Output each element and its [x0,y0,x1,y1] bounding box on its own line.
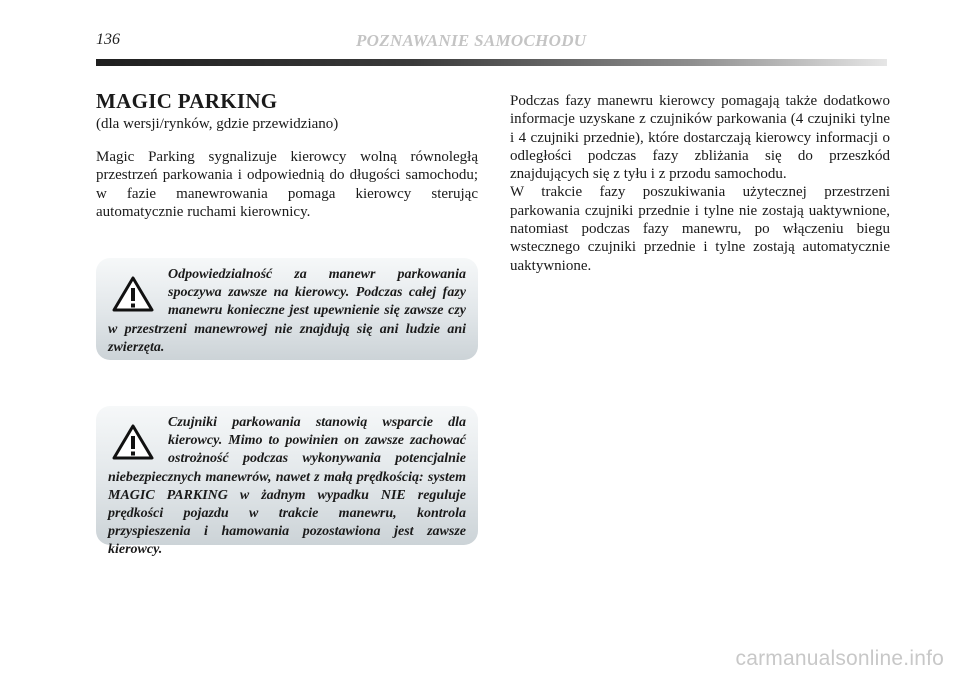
warning-text: Czujniki parkowania stanowią wsparcie dla kierowcy. Mimo to powinien on zawsze zachować ostrożność podczas wykonywania potencjalnie niebezpiecznych manewrów, nawet z małą prędkością: system MAGIC PARKING w żadnym wypadku NIE reguluje prędkości pojazdu w trakcie manewru, kontrola przyspieszenia i hamowania pozostawiona jest zawsze kierowcy. [108,415,466,558]
watermark: carmanualsonline.info [735,647,944,670]
paragraph-sensors-info: Podczas fazy manewru kierowcy pomagają także dodatkowo informacje uzyskane z czujników parkowania (4 czujniki tylne i 4 czujniki przednie), które dostarczają kierowcy informacji o odległości podczas fazy zbliżania się do przeszkód znajdujących się z tyłu i z przodu samochodu. [510,93,890,183]
chapter-title: POZNAWANIE SAMOCHODU [356,31,587,50]
intro-paragraph: Magic Parking sygnalizuje kierowcy wolną równoległą przestrzeń parkowania i odpowiednią do długości samochodu; w fazie manewrowania pomaga kierowcy sterując automatycznie ruchami kierownicy. [96,149,478,220]
right-column [510,92,890,275]
warning-triangle-icon [112,276,154,312]
section-title: MAGIC PARKING [96,89,278,113]
warning-triangle-icon [112,424,154,460]
warning-box-responsibility [96,258,478,360]
warning-box-sensors [96,406,478,558]
warning-text: Odpowiedzialność za manewr parkowania spoczywa zawsze na kierowcy. Podczas całej fazy manewru konieczne jest upewnienie się zawsze czy w przestrzeni manewrowej nie znajdują się ani ludzie ani zwierzęta. [108,267,466,355]
section-subtitle: (dla wersji/rynków, gdzie przewidziano) [96,116,339,132]
page-number: 136 [96,31,120,48]
paragraph-sensors-activation: W trakcie fazy poszukiwania użytecznej przestrzeni parkowania czujniki przednie i tylne nie zostają uaktywnione, natomiast podczas fazy manewru, po włączeniu biegu wstecznego czujniki przednie i tylne zostają automatycznie uaktywnione. [510,184,890,274]
header-divider [96,59,887,66]
left-column [96,88,478,221]
